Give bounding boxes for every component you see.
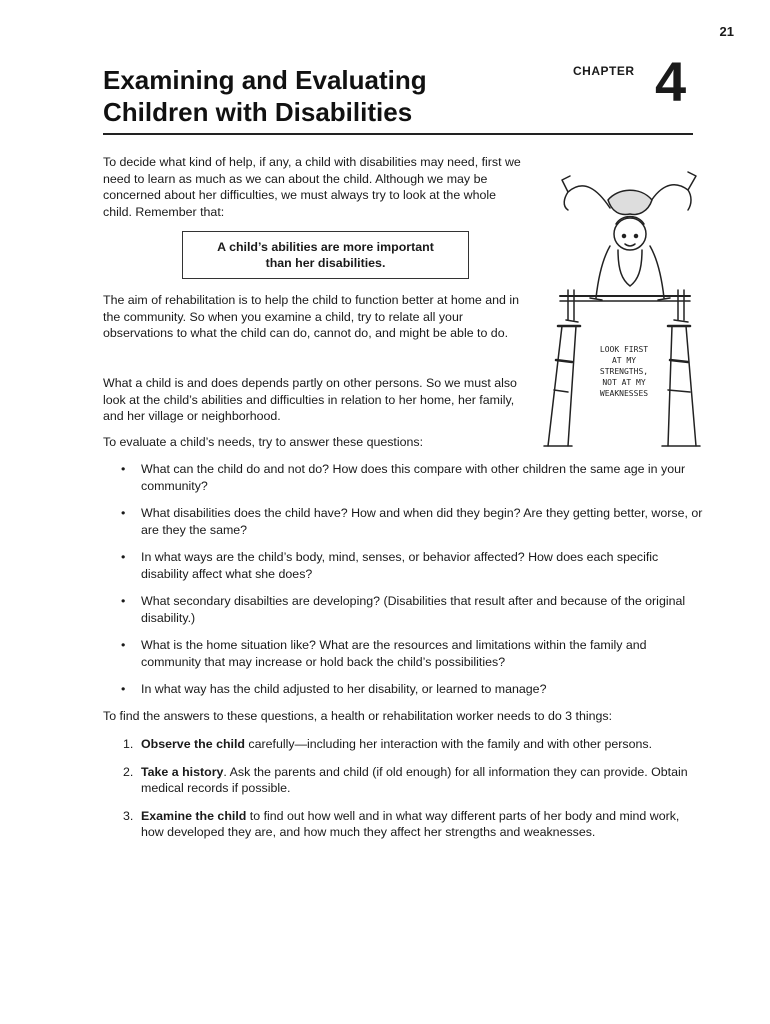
question-text: In what ways are the child’s body, mind, senses, or behavior affected? How does each specific disability affect what she does? (141, 550, 659, 581)
left-crutch (548, 326, 576, 446)
sign-line-4: NOT AT MY (602, 378, 646, 387)
sign-line-5: WEAKNESSES (599, 389, 649, 398)
list-item (103, 681, 703, 698)
aim-paragraph: The aim of rehabilitation is to help the child to function better at home and in the community. So when you examine a child, try to relate all your observations to what the child can do, cannot do, and might be able to do. (103, 293, 520, 340)
list-item (103, 637, 703, 670)
depends-paragraph: What a child is and does depends partly on other persons. So we must also look at the child’s abilities and difficulties in relation to her home, her family, and her village or neighborhood. (103, 376, 517, 423)
bullet-icon: • (121, 682, 126, 696)
list-item (103, 461, 703, 494)
left-leg (564, 186, 610, 210)
things-intro: To find the answers to these questions, a health or rehabilitation worker needs to do 3 things: (103, 709, 613, 723)
list-item (103, 549, 703, 582)
callout-line-2: than her disabilities. (265, 256, 386, 270)
list-item (103, 808, 703, 841)
step-title: Observe the child (141, 737, 245, 751)
right-post (678, 290, 684, 320)
list-item (103, 736, 703, 753)
question-text: In what way has the child adjusted to her disability, or learned to manage? (141, 682, 547, 696)
bullet-icon: • (121, 594, 126, 608)
bullet-icon: • (121, 550, 126, 564)
page-number: 21 (719, 24, 734, 39)
bullet-icon: • (121, 462, 126, 476)
title-line-2: Children with Disabilities (103, 97, 413, 127)
sign-line-1: LOOK FIRST (599, 345, 649, 354)
shorts (608, 190, 652, 214)
step-number: 2. (123, 764, 134, 779)
step-text: carefully—including her interaction with the family and with other persons. (244, 737, 653, 751)
left-arm (596, 246, 610, 298)
step-title: Take a history (141, 764, 224, 779)
step-number: 1. (123, 737, 134, 751)
list-item (103, 505, 703, 538)
steps-list (103, 736, 703, 852)
right-arm (650, 246, 664, 298)
chapter-number: 4 (655, 50, 687, 113)
bullet-icon: • (121, 506, 126, 520)
step-title: Examine the child (141, 808, 247, 823)
page-title (103, 64, 543, 128)
child-on-parallel-bars-illustration (538, 150, 710, 452)
callout-line-1: A child’s abilities are more important (217, 240, 434, 254)
question-text: What is the home situation like? What are the resources and limitations within the family and community that may increase or hold back the child’s possibilities? (141, 638, 647, 669)
sign-line-2: AT MY (611, 356, 637, 365)
questions-list (103, 461, 703, 709)
questions-intro: To evaluate a child’s needs, try to answer these questions: (103, 435, 424, 449)
sign-line-3: STRENGTHS, (599, 367, 649, 376)
question-text: What disabilities does the child have? How and when did they begin? Are they getting better, worse, or are they the same? (141, 506, 703, 537)
question-text: What can the child do and not do? How does this compare with other children the same age in your community? (141, 462, 686, 493)
bullet-icon: • (121, 638, 126, 652)
step-text: . Ask the parents and child (if old enough) for all information they can provide. Obtain medical records if possible. (141, 764, 688, 795)
head (614, 218, 646, 250)
step-number: 3. (123, 808, 134, 823)
title-line-1: Examining and Evaluating (103, 65, 427, 95)
question-text: What secondary disabilties are developing? (Disabilities that result after and because of the original disability.) (141, 594, 686, 625)
callout-box (182, 231, 469, 279)
right-leg (648, 185, 691, 210)
left-post (568, 290, 574, 320)
title-divider (103, 133, 693, 135)
right-crutch (668, 326, 696, 446)
torso (618, 250, 642, 286)
list-item (103, 593, 703, 626)
chapter-label: CHAPTER (573, 64, 635, 78)
list-item (103, 764, 703, 797)
step-text: to find out how well and in what way different parts of her body and mind work, how developed they are, and how much they affect her strengths and weaknesses. (141, 808, 680, 839)
intro-paragraph: To decide what kind of help, if any, a child with disabilities may need, first we need to learn as much as we can about the child. Although we may be concerned about her difficulties, we must always try to look at the whole child. Remember that: (103, 155, 521, 219)
